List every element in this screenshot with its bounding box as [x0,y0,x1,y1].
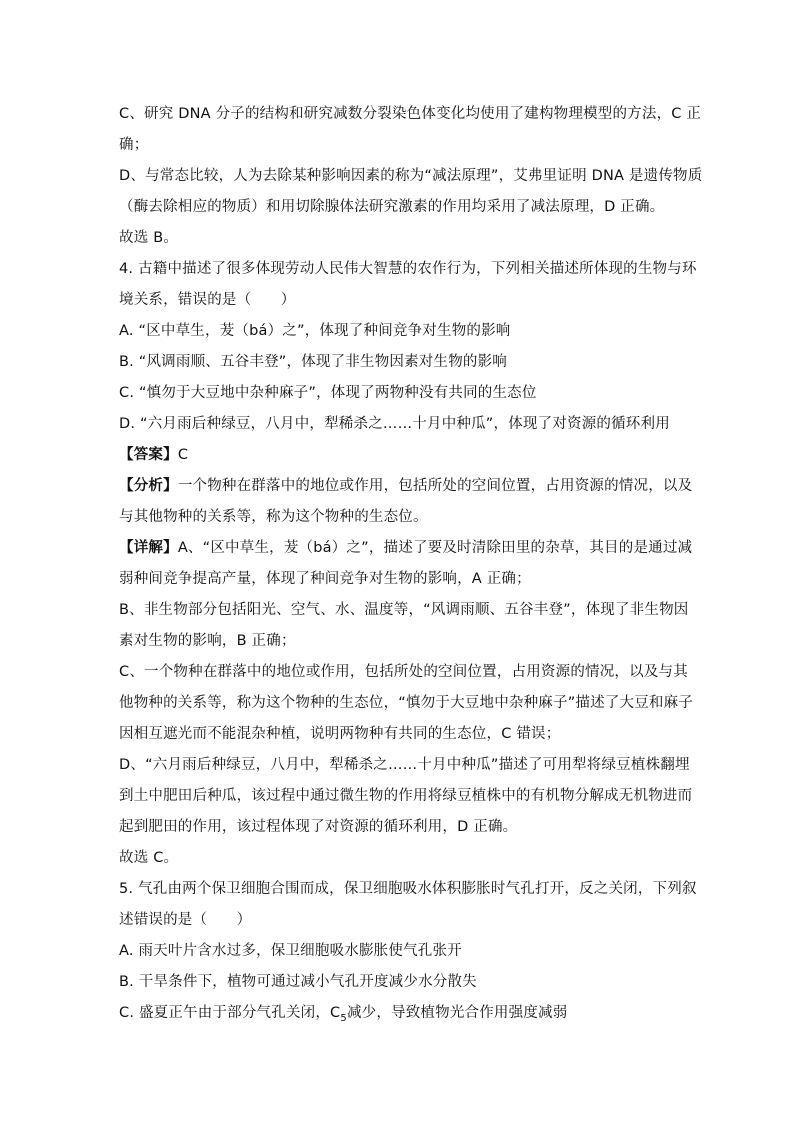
analysis-label: 【分析】 [119,478,178,494]
q5-stem-line1: 5. 气孔由两个保卫细胞合围而成，保卫细胞吸水体积膨胀时气孔打开，反之关闭，下列叙 [119,881,697,897]
q5-stem-line2: 述错误的是（ ） [119,912,252,928]
q4-stem-line2: 境关系，错误的是（ ） [119,292,296,308]
q4-detail-c-line3: 因相互遮光而不能混杂种植，说明两物种有共同的生态位，C 错误； [119,726,561,742]
q5-option-c [119,1003,679,1023]
q5-option-a: A. 雨天叶片含水过多，保卫细胞吸水膨胀使气孔张开 [119,943,462,959]
q4-option-b: B. “风调雨顺、五谷丰登”，体现了非生物因素对生物的影响 [119,354,507,370]
q3-option-d-explanation-line1: D、与常态比较，人为去除某种影响因素的称为“减法原理”，艾弗里证明 DNA 是遗传物质 [119,168,703,184]
detail-a-text: A、“区中草生，茇（bá）之”，描述了要及时清除田里的杂草，其目的是通过减 [177,540,693,556]
q4-detail-d-line2: 到土中肥田后种瓜，该过程中通过微生物的作用将绿豆植株中的有机物分解成无机物进而 [119,788,693,804]
q4-detail-c-line2: 他物种的关系等，称为这个物种的生态位，“慎勿于大豆地中杂种麻子”描述了大豆和麻子 [119,695,694,711]
answer-label: 【答案】 [119,447,178,463]
q4-answer [119,445,679,465]
q5-option-c-text-post: 减少，导致植物光合作用强度减弱 [346,1005,568,1021]
analysis-text: 一个物种在群落中的地位或作用，包括所处的空间位置，占用资源的情况，以及 [177,478,693,494]
q4-detail-a-line2: 弱种间竞争提高产量，体现了种间竞争对生物的影响，A 正确； [119,571,531,587]
q5-option-c-subscript: 5 [340,1012,347,1024]
q4-conclusion: 故选 C。 [119,850,179,866]
q4-detail-a-line1 [119,538,693,558]
detail-label: 【详解】 [119,540,178,556]
q5-option-c-text-pre: C. 盛夏正午由于部分气孔关闭，C [119,1005,341,1021]
q4-option-d: D. “六月雨后种绿豆，八月中，犁稀杀之……十月中种瓜”，体现了对资源的循环利用 [119,416,670,432]
q3-option-c-explanation-line2: 确； [119,137,149,153]
q4-detail-d-line3: 起到肥田的作用，该过程体现了对资源的循环利用，D 正确。 [119,819,518,835]
q4-detail-b-line2: 素对生物的影响，B 正确； [119,633,296,649]
q4-detail-c-line1: C、一个物种在群落中的地位或作用，包括所处的空间位置，占用资源的情况，以及与其 [119,664,688,680]
q4-analysis-line1 [119,476,693,496]
q4-option-c: C. “慎勿于大豆地中杂种麻子”，体现了两物种没有共同的生态位 [119,385,537,401]
q4-stem-line1: 4. 古籍中描述了很多体现劳动人民伟大智慧的农作行为，下列相关描述所体现的生物与环 [119,261,697,277]
q4-analysis-line2: 与其他物种的关系等，称为这个物种的生态位。 [119,509,428,525]
q4-detail-d-line1: D、“六月雨后种绿豆，八月中，犁稀杀之……十月中种瓜”描述了可用犁将绿豆植株翻埋 [119,757,690,773]
q4-option-a: A. “区中草生，茇（bá）之”，体现了种间竞争对生物的影响 [119,323,511,339]
q3-conclusion: 故选 B。 [119,230,179,246]
q3-option-d-explanation-line2: （酶去除相应的物质）和用切除腺体法研究激素的作用均采用了减法原理，D 正确。 [119,199,665,215]
q3-option-c-explanation-line1: C、研究 DNA 分子的结构和研究减数分裂染色体变化均使用了建构物理模型的方法，C 正 [119,106,702,122]
q5-option-b: B. 干旱条件下，植物可通过减小气孔开度减少水分散失 [119,974,477,990]
q4-detail-b-line1: B、非生物部分包括阳光、空气、水、温度等，“风调雨顺、五谷丰登”，体现了非生物因 [119,602,689,618]
answer-value: C [177,447,189,463]
